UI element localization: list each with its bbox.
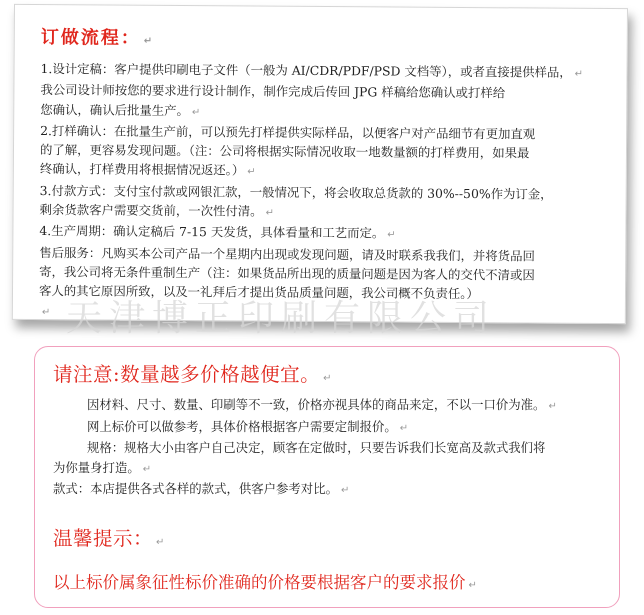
- process-line: 4.生产周期：确认定稿后 7-15 天发货，具体看量和工艺而定。 ↵: [39, 223, 396, 241]
- process-line: 我公司设计师按您的要求进行设计制作，制作完成后传回 JPG 样稿给您确认或打样给: [40, 82, 506, 101]
- process-line: 的了解，更容易发现问题。（注：公司将根据实际情况收取一地数量额的打样费用，如果最: [39, 142, 530, 161]
- process-line: 售后服务：凡购买本公司产品一个星期内出现或发现问题，请及时联系我我们，并将货品回: [39, 244, 535, 264]
- paragraph-mark-icon: ↵: [574, 68, 584, 80]
- notice-line: 为你量身打造。 ↵: [53, 459, 152, 475]
- company-watermark: 天津博正印刷有限公司: [66, 298, 497, 339]
- notice-card: [34, 346, 620, 608]
- process-panel: [12, 4, 628, 324]
- process-content: [39, 19, 619, 326]
- paragraph-mark-icon: ↵: [247, 166, 256, 179]
- notice-line: 网上标价可以做参考，具体价格根据客户需要定制报价。 ↵: [87, 418, 409, 434]
- process-line: 客人的其它原因所致，以及一礼拜后才提出货品质量问题，我公司概不负责任。）: [38, 283, 479, 302]
- notice-line: 款式：本店提供各式各样的款式，供客户参考对比。 ↵: [53, 481, 350, 496]
- paragraph-mark-icon: ↵: [41, 306, 51, 318]
- tip-heading: 温馨提示： ↵: [53, 526, 165, 550]
- notice-line: 因材料、尺寸、数量、印刷等不一致，价格亦视具体的商品来定，不以一口价为准。 ↵: [87, 397, 557, 412]
- paragraph-mark-icon: ↵: [191, 106, 201, 118]
- process-line: 1.设计定稿：客户提供印刷电子文件（一般为 AI/CDR/PDF/PSD 文档等），或者直接提供样品， ↵: [40, 61, 584, 80]
- process-line: 剩余货款客户需要交货前，一次性付清。 ↵: [39, 202, 275, 219]
- paragraph-mark-icon: ↵: [156, 536, 165, 548]
- paragraph-mark-icon: ↵: [323, 373, 332, 384]
- process-line: 您确认，确认后批量生产。 ↵: [40, 101, 201, 118]
- paragraph-mark-icon: ↵: [387, 229, 396, 241]
- process-line: 2.打样确认：在批量生产前，可以预先打样提供实际样品，以便客户对产品细节有更加直观: [40, 122, 536, 142]
- paragraph-mark-icon: ↵: [399, 422, 409, 434]
- paragraph-mark-icon: ↵: [468, 579, 477, 591]
- process-line: 寄，我公司将无条件重制生产（注：如果货品所出现的质量问题是因为客人的交代不清或因: [39, 264, 535, 283]
- process-line: 终确认，打样费用将根据情况返还。） ↵: [39, 161, 256, 179]
- tip-text: 以上标价属象征性标价准确的价格要根据客户的要求报价 ↵: [53, 572, 477, 592]
- paragraph-mark-icon: ↵: [548, 401, 557, 412]
- process-line: 3.付款方式：支付宝付款或网银汇款，一般情况下，将会收取总货款的 30%--50%作为订金，: [39, 182, 553, 202]
- paragraph-mark-icon: ↵: [142, 463, 152, 475]
- notice-content: [53, 355, 613, 593]
- process-title: 订做流程： ↵: [40, 27, 155, 49]
- notice-line: 规格：规格大小由客户自己决定，顾客在定做时，只要告诉我们长宽高及款式我们将: [87, 440, 546, 455]
- paragraph-mark-icon: ↵: [340, 485, 350, 496]
- paragraph-mark-icon: ↵: [265, 207, 275, 219]
- notice-heading: 请注意:数量越多价格越便宜。 ↵: [53, 363, 332, 386]
- paragraph-mark-icon: ↵: [143, 35, 155, 47]
